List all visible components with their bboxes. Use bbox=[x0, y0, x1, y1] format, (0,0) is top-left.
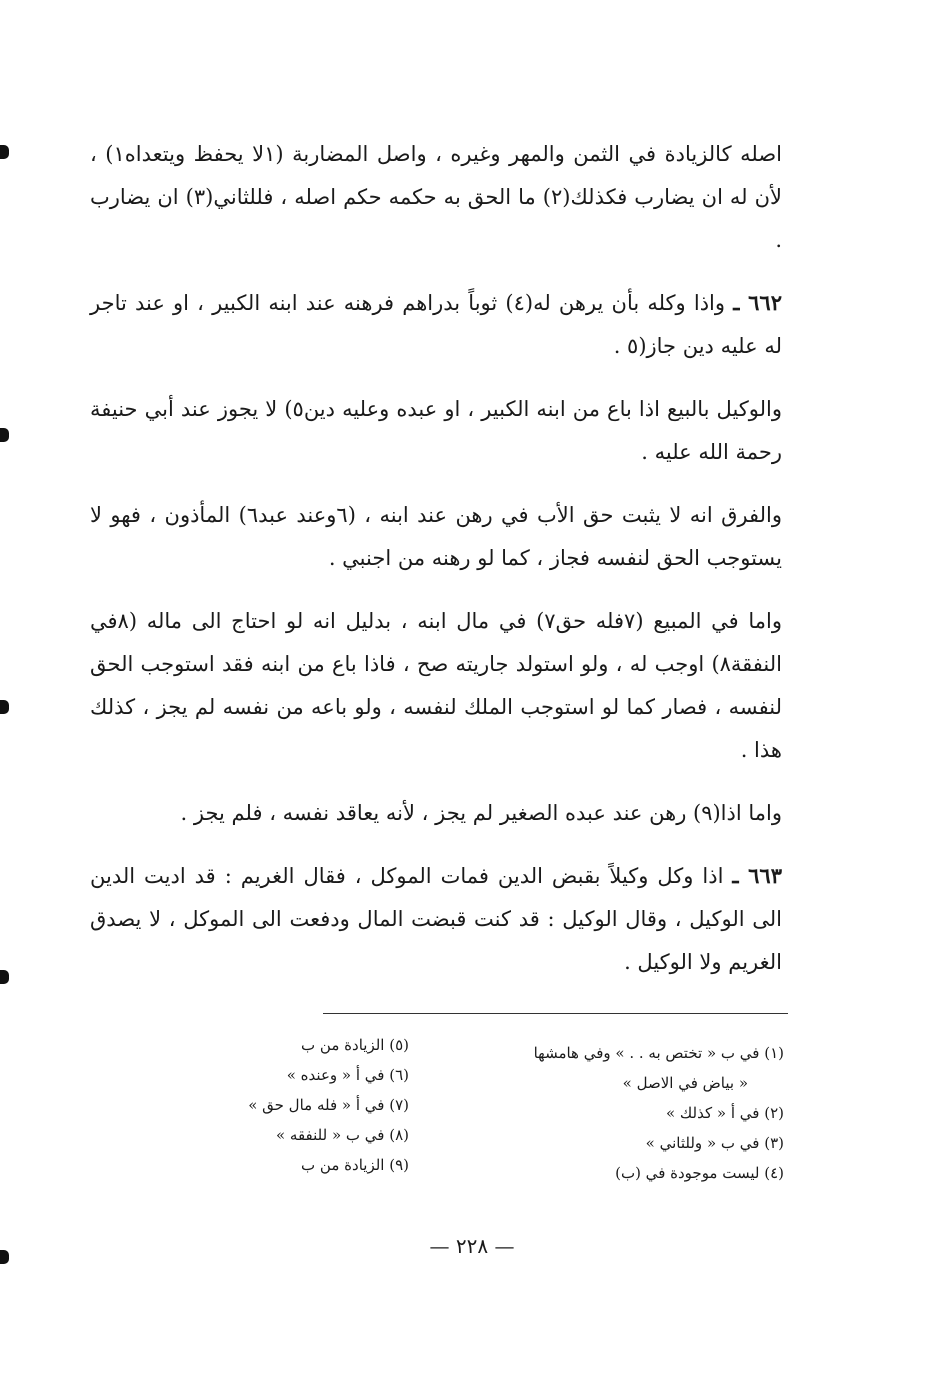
main-text bbox=[90, 132, 782, 1003]
scan-edge-mark bbox=[0, 970, 9, 984]
footnote-1-continued: « بياض في الاصل » bbox=[622, 1074, 748, 1092]
paragraph-4 bbox=[90, 493, 782, 580]
footnote-4: (٤) ليست موجودة في (ب) bbox=[615, 1164, 784, 1182]
paragraph-text: اذا وكل وكيلاً بقبض الدين فمات الموكل ، فقال الغريم : قد اديت الدين الى الوكيل ، وقال الوكيل : قد كنت قبضت المال ودفعت الى الموكل ، لا يصدق الغريم ولا الوكيل . bbox=[90, 864, 782, 974]
paragraph-text: والفرق انه لا يثبت حق الأب في رهن عند ابنه ، (٦وعند عبد٦) المأذون ، فهو لا يستوجب الحق لنفسه فجاز ، كما لو رهنه من اجنبي . bbox=[90, 503, 782, 570]
scan-edge-mark bbox=[0, 428, 9, 442]
paragraph-text: واما في المبيع (٧فله حق٧) في مال ابنه ، بدليل انه لو احتاج الى ماله (٨في النفقة٨) اوجب له ، ولو استولد جاريته صح ، فاذا باع من ابنه فقد استوجب الحق لنفسه ، فصار كما لو استوجب الملك لنفسه ، ولو باعه من نفسه لم يجز ، كذلك هذا . bbox=[90, 609, 783, 762]
paragraph-7 bbox=[90, 854, 782, 984]
section-number-663: ٦٦٣ ـ bbox=[732, 863, 782, 888]
page-number: — ٢٢٨ — bbox=[429, 1234, 515, 1258]
paragraph-text: والوكيل بالبيع اذا باع من ابنه الكبير ، او عبده وعليه دين٥) لا يجوز عند أبي حنيفة رحمة الله عليه . bbox=[90, 397, 782, 464]
scan-edge-mark bbox=[0, 700, 9, 714]
paragraph-text: اصله كالزيادة في الثمن والمهر وغيره ، واصل المضاربة (١لا يحفظ ويتعداه١) ، لأن له ان يضارب فكذلك(٢) ما الحق به حكمه حكم اصله ، فللثاني(٣) ان يضارب . bbox=[90, 142, 783, 252]
scan-edge-mark bbox=[0, 145, 9, 159]
footnote-1: (١) في ب « تختص به . . » وفي هامشها bbox=[533, 1044, 784, 1062]
scan-edge-mark bbox=[0, 1250, 9, 1264]
section-number-662: ٦٦٢ ـ bbox=[733, 290, 782, 315]
footnotes-right-column bbox=[484, 1038, 784, 1188]
footnote-8: (٨) في ب « للنفقه » bbox=[275, 1126, 409, 1144]
footnote-3: (٣) في ب « وللثاني » bbox=[645, 1134, 784, 1152]
footnote-5: (٥) الزيادة من ب bbox=[301, 1036, 409, 1054]
paragraph-3 bbox=[90, 387, 782, 474]
paragraph-text: واما اذا(٩) رهن عند عبده الصغير لم يجز ، لأنه يعاقد نفسه ، فلم يجز . bbox=[180, 801, 782, 825]
footnote-7: (٧) في أ « فله مال حق » bbox=[248, 1096, 409, 1114]
paragraph-6 bbox=[90, 791, 782, 835]
footnotes-left-column bbox=[209, 1030, 409, 1180]
paragraph-text: واذا وكله بأن يرهن له(٤) ثوباً بدراهم فرهنه عند ابنه الكبير ، او عند تاجر له عليه دين جاز(٥ . bbox=[90, 291, 782, 358]
footnote-divider bbox=[323, 1013, 788, 1014]
paragraph-2 bbox=[90, 281, 782, 368]
footnote-6: (٦) في أ « وعنده » bbox=[286, 1066, 409, 1084]
paragraph-1 bbox=[90, 132, 782, 262]
footnote-9: (٩) الزيادة من ب bbox=[301, 1156, 409, 1174]
footnote-2: (٢) في أ « كذلك » bbox=[665, 1104, 784, 1122]
paragraph-5 bbox=[90, 599, 782, 772]
